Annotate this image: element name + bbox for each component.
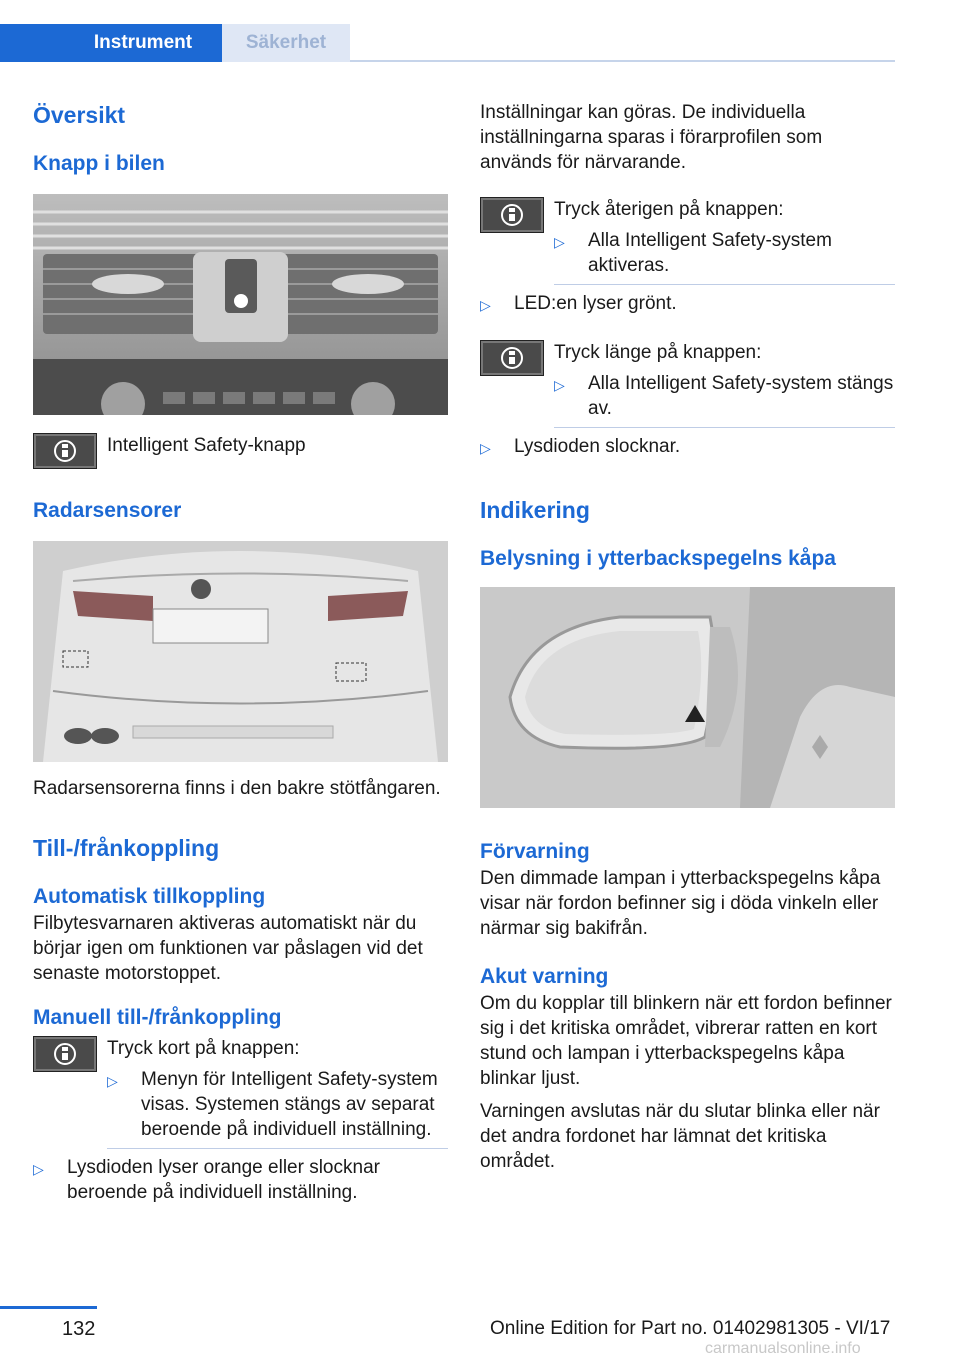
- btn1-text: Tryck återigen på knappen:: [554, 199, 784, 220]
- right-column: [480, 100, 895, 1174]
- safety-button-icon: [33, 433, 97, 469]
- heading-automatisk-tillkoppling: Automatisk tillkoppling: [33, 885, 266, 908]
- tab-sakerhet[interactable]: Säkerhet: [222, 24, 350, 62]
- tab-bar: [0, 24, 895, 62]
- btn1-row: [480, 197, 895, 285]
- heading-akut-varning: Akut varning: [480, 965, 609, 988]
- triangle-bullet-icon: ▷: [480, 440, 491, 456]
- edition-text: Online Edition for Part no. 01402981305 - VI/17: [490, 1318, 891, 1339]
- watermark: carmanualsonline.info: [705, 1340, 861, 1357]
- list-item: ▷ LED:en lyser grönt.: [480, 291, 895, 318]
- dashboard-button-photo: [33, 194, 448, 415]
- forv-text: Den dimmade lampan i ytterbackspegelns kåpa visar när fordon befinner sig i döda vinkeln eller närmar sig bakifrån.: [480, 868, 881, 939]
- safety-button-icon: [480, 197, 544, 233]
- btn2-text: Tryck länge på knappen:: [554, 342, 762, 363]
- rear-bumper-photo: [33, 541, 448, 762]
- triangle-bullet-icon: ▷: [107, 1073, 118, 1089]
- triangle-bullet-icon: ▷: [33, 1161, 44, 1177]
- list-item: ▷ Menyn för Intelligent Safety-system visas. Systemen stängs av separat beroende på individuell inställning.: [107, 1067, 448, 1149]
- btn2-row: [480, 340, 895, 428]
- list-item: ▷ Lysdioden lyser orange eller slocknar beroende på individuell inställning.: [33, 1157, 380, 1203]
- heading-belysning: Belysning i ytterbackspegelns kåpa: [480, 547, 836, 570]
- akut-text-2: Varningen avslutas när du slutar blinka eller när det andra fordonet har lämnat det kritiska området.: [480, 1101, 880, 1172]
- tab-instrument[interactable]: Instrument: [0, 24, 222, 62]
- page-number: 132: [62, 1318, 96, 1340]
- heading-manuell: Manuell till-/frånkoppling: [33, 1006, 282, 1029]
- list-item: ▷ Alla Intelligent Safety-system stängs av.: [554, 371, 895, 428]
- heading-radarsensorer: Radarsensorer: [33, 499, 182, 522]
- auto-text: Filbytesvarnaren aktiveras automatiskt när du börjar igen om funktionen var påslagen vid det senaste motorstoppet.: [33, 913, 423, 984]
- heading-till-frankoppling: Till-/frånkoppling: [33, 835, 220, 861]
- intro-text: Inställningar kan göras. De individuella inställningarna sparas i förarprofilen som används för närvarande.: [480, 102, 823, 173]
- heading-oversikt: Översikt: [33, 102, 126, 128]
- manuell-btn-text: Tryck kort på knappen:: [107, 1038, 300, 1059]
- footer-rule: [0, 1306, 97, 1309]
- triangle-bullet-icon: ▷: [554, 234, 565, 250]
- heading-indikering: Indikering: [480, 497, 590, 523]
- heading-knapp-i-bilen: Knapp i bilen: [33, 152, 165, 175]
- list-item: ▷ Lysdioden slocknar.: [480, 434, 895, 461]
- knapp-caption: Intelligent Safety-knapp: [107, 435, 306, 456]
- mirror-photo: [480, 587, 895, 808]
- triangle-bullet-icon: ▷: [554, 377, 565, 393]
- heading-forvarning: Förvarning: [480, 840, 590, 863]
- akut-text-1: Om du kopplar till blinkern när ett fordon befinner sig i det kritiska området, vibrerar ratten en kort stund och lampan i ytterbackspegelns kåpa blinkar ljust.: [480, 993, 892, 1089]
- list-item: ▷ Alla Intelligent Safety-system aktiveras.: [554, 228, 895, 285]
- knapp-caption-row: [33, 433, 448, 469]
- radar-text: Radarsensorerna finns i den bakre stötfångaren.: [33, 778, 441, 799]
- left-column: [33, 100, 448, 1205]
- safety-button-icon: [33, 1036, 97, 1072]
- manuell-row: [33, 1036, 448, 1149]
- triangle-bullet-icon: ▷: [480, 297, 491, 313]
- safety-button-icon: [480, 340, 544, 376]
